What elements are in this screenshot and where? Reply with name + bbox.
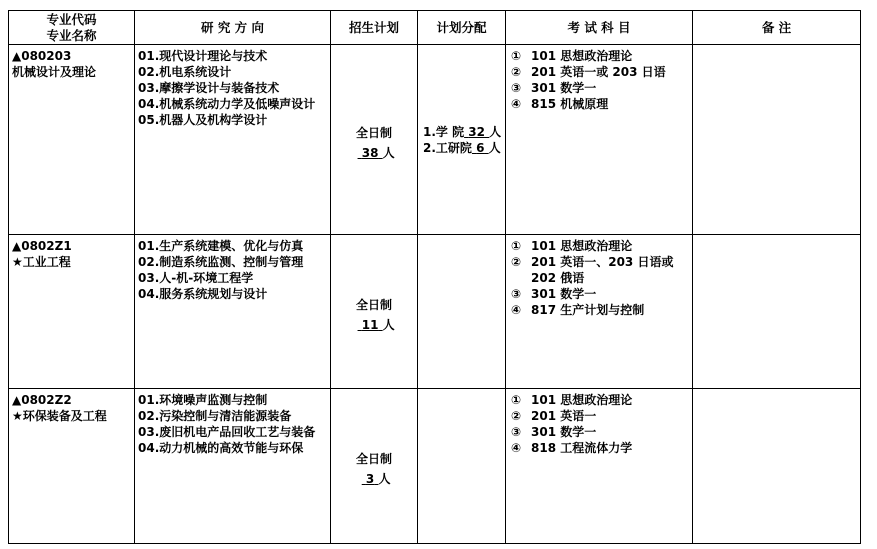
quota-count: 38 人 [361,145,395,160]
allocation-cell [418,235,506,389]
exams-cell [506,389,693,544]
table-row [9,235,861,389]
quota-label: 全日制 [355,452,392,466]
exam-item: ② 201 英语一 [511,409,597,423]
direction-item: 01. 生产系统建模、优化与仿真 [138,239,304,253]
exam-item: ③ 301 数学一 [511,425,597,439]
direction-item: 01. 环境噪声监测与控制 [138,393,268,407]
direction-item: 03. 废旧机电产品回收工艺与装备 [138,425,316,439]
direction-item: 05. 机器人及机构学设计 [138,113,268,127]
exam-item: ① 101 思想政治理论 [511,239,633,253]
direction-item: 04. 机械系统动力学及低噪声设计 [138,97,316,111]
exam-item: ③ 301 数学一 [511,287,597,301]
major-cell [9,45,135,235]
exam-item: ④ 818 工程流体力学 [511,441,633,455]
quota-count: 11 人 [361,317,395,332]
direction-item: 03. 摩擦学设计与装备技术 [138,81,280,95]
admissions-table [8,10,861,544]
exam-item: ④ 817 生产计划与控制 [511,303,645,317]
quota-label: 全日制 [355,297,392,312]
header-quota: 招生计划 [331,11,418,45]
exam-item: ① 101 思想政治理论 [511,393,633,407]
allocation-item: 2.工研院 6 人 [423,140,501,155]
allocation-cell [418,45,506,235]
header-direction: 研 究 方 向 [135,11,331,45]
major-name: ★环保装备及工程 [12,409,107,423]
major-code: ▲080203 [12,49,72,63]
header-allocation: 计划分配 [418,11,506,45]
header-name: 专业名称 [46,27,97,43]
exam-item: ① 101 思想政治理论 [511,49,633,63]
header-notes: 备 注 [693,11,861,45]
notes-cell [693,235,861,389]
notes-cell [693,45,861,235]
directions-cell [135,389,331,544]
exam-item: ④ 815 机械原理 [511,97,609,111]
direction-item: 02. 污染控制与清洁能源装备 [138,409,292,423]
header-exams: 考 试 科 目 [506,11,693,45]
major-code: ▲0802Z2 [12,393,72,407]
allocation-cell [418,389,506,544]
exam-item: ② 201 英语一、203 日语或 202 俄语 [511,255,674,285]
exam-item: ③ 301 数学一 [511,81,597,95]
direction-item: 03. 人-机-环境工程学 [138,271,254,285]
direction-item: 04. 动力机械的高效节能与环保 [138,441,304,455]
table-row [9,389,861,544]
directions-cell [135,45,331,235]
quota-count: 3 人 [365,472,391,486]
quota-label: 全日制 [355,125,392,140]
major-cell [9,235,135,389]
table-row [9,45,861,235]
header-code: 专业代码 [46,11,97,27]
quota-cell [331,45,418,235]
major-cell [9,389,135,544]
notes-cell [693,389,861,544]
major-name: 机械设计及理论 [12,65,97,79]
exam-item: ② 201 英语一或 203 日语 [511,65,666,79]
exams-cell [506,235,693,389]
quota-cell [331,389,418,544]
quota-cell [331,235,418,389]
header-code-name [9,11,135,45]
direction-item: 01. 现代设计理论与技术 [138,49,268,63]
major-code: ▲0802Z1 [12,239,72,253]
exams-cell [506,45,693,235]
allocation-item: 1.学 院 32 人 [423,124,502,139]
header-row [9,11,861,45]
direction-item: 02. 机电系统设计 [138,65,232,79]
directions-cell [135,235,331,389]
major-name: ★工业工程 [12,255,71,269]
direction-item: 04. 服务系统规划与设计 [138,287,268,301]
direction-item: 02. 制造系统监测、控制与管理 [138,255,304,269]
